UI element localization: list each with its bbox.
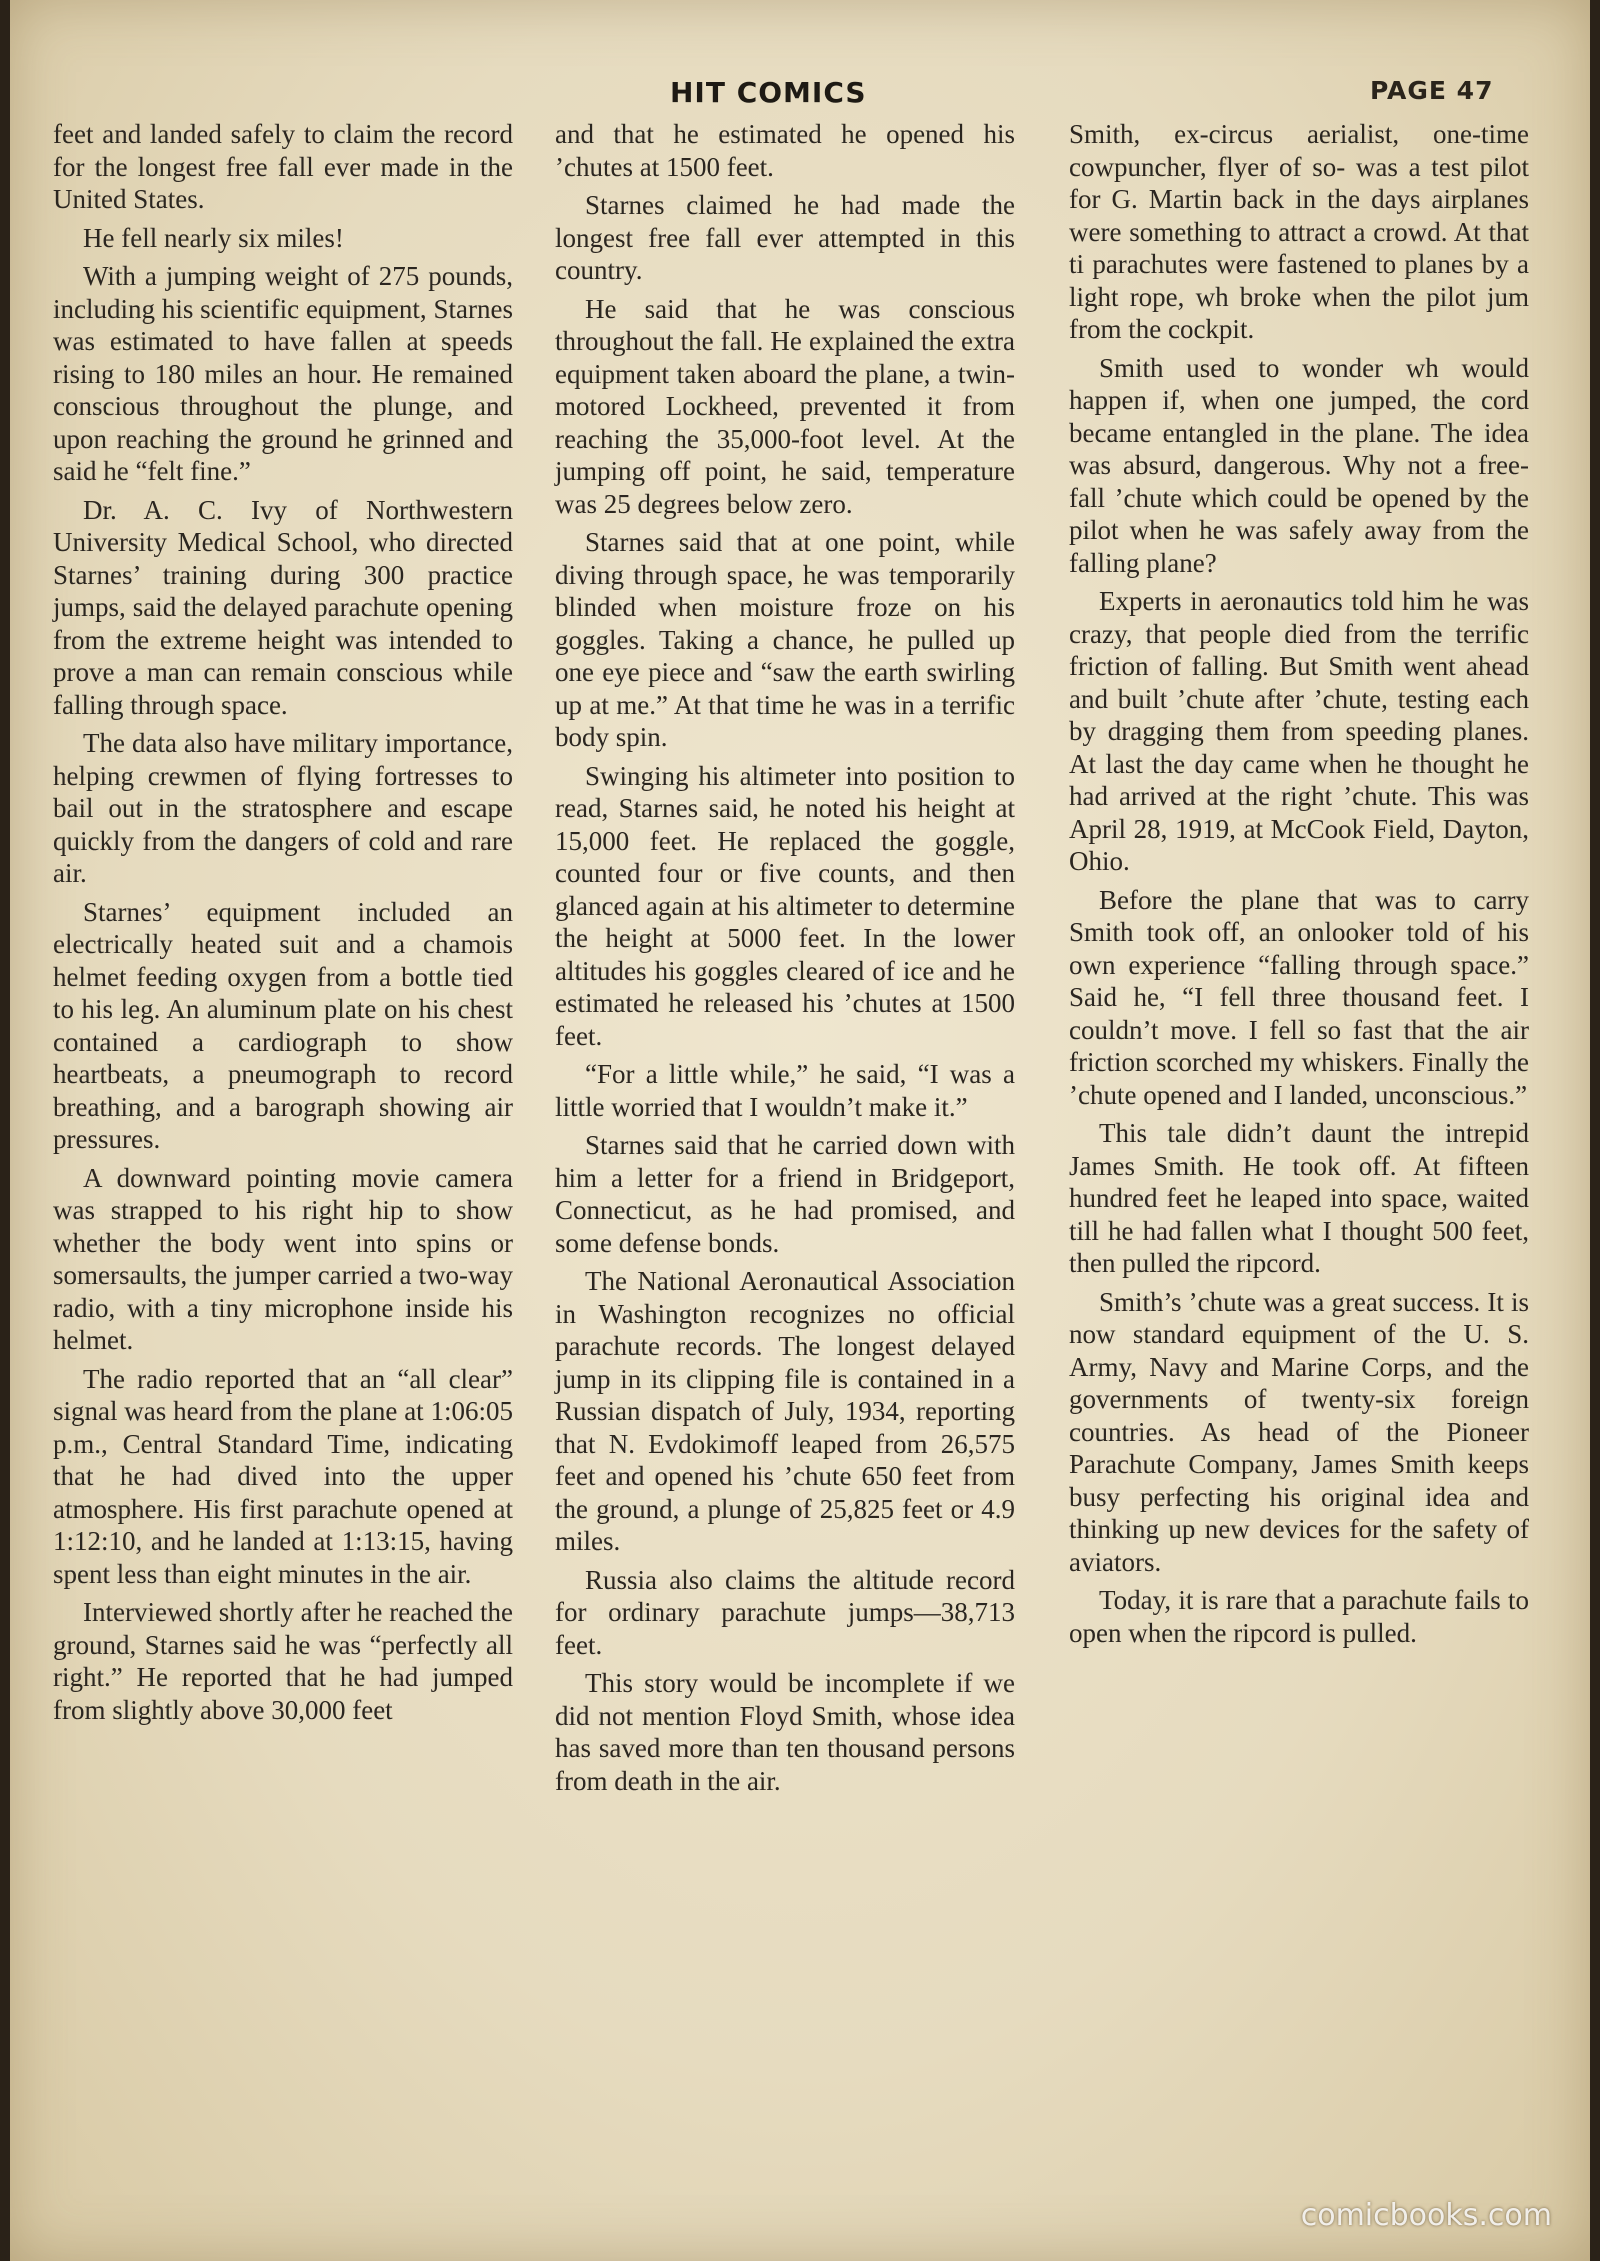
paragraph: Before the plane that was to carry Smith took off, an onlooker told of his own experience “falling through space.” Said he, “I fell three thousand feet. I couldn’t move. I fell so fast that the air friction scorched my whiskers. Finally the ’chute opened and I landed, unconscious.” [1069, 884, 1529, 1110]
watermark: comicbooks.com [1300, 2198, 1552, 2233]
paragraph: The radio reported that an “all clear” signal was heard from the plane at 1:06:05 p.m., Central Standard Time, indicating that he had dived into the upper atmosphere. His first parachute opened at 1:12:10, and he landed at 1:13:15, having spent less than eight minutes in the air. [53, 1363, 513, 1589]
text-column-3 [1069, 118, 1529, 1655]
text-column-2 [555, 118, 1015, 1803]
paragraph: Starnes’ equipment included an electrically heated suit and a chamois helmet feeding oxygen from a bottle tied to his leg. An aluminum plate on his chest contained a cardiograph to show heartbeats, a pneumograph to record breathing, and a barograph showing air pressures. [53, 896, 513, 1154]
paragraph: Starnes claimed he had made the longest free fall ever attempted in this country. [555, 190, 1015, 285]
page-number: PAGE 47 [1370, 76, 1494, 105]
paragraph: He said that he was conscious throughout the fall. He explained the extra equipment taken aboard the plane, a twin-motored Lockheed, prevented it from reaching the 35,000-foot level. At the jumping off point, he said, temperature was 25 degrees below zero. [555, 293, 1015, 519]
paragraph: Starnes said that at one point, while diving through space, he was temporarily blinded when moisture froze on his goggles. Taking a chance, he pulled up one eye piece and “saw the earth swirling up at me.” At that time he was in a terrific body spin. [555, 527, 1015, 752]
paragraph: Swinging his altimeter into position to read, Starnes said, he noted his height at 15,000 feet. He replaced the goggle, counted four or five counts, and then glanced again at his altimeter to determine the height at 5000 feet. In the lower altitudes his goggles cleared of ice and he estimated he released his ’chutes at 1500 feet. [555, 760, 1015, 1051]
paragraph: and that he estimated he opened his ’chutes at 1500 feet. [555, 119, 1015, 182]
article-columns [43, 118, 1533, 2138]
paragraph: He fell nearly six miles! [83, 222, 344, 253]
paragraph: feet and landed safely to claim the record for the longest free fall ever made in the United States. [53, 119, 513, 214]
paragraph: The data also have military importance, helping crewmen of flying fortresses to bail out in the stratosphere and escape quickly from the dangers of cold and rare air. [53, 728, 513, 888]
paragraph: Today, it is rare that a parachute fails to open when the ripcord is pulled. [1069, 1585, 1529, 1648]
paragraph: The National Aeronautical Association in Washington recognizes no official parachute records. The longest delayed jump in its clipping file is contained in a Russian dispatch of July, 1934, reporting that N. Evdokimoff leaped from 26,575 feet and opened his ’chute 650 feet from the ground, a plunge of 25,825 feet or 4.9 miles. [555, 1266, 1015, 1556]
page-header [10, 70, 1590, 114]
paragraph: With a jumping weight of 275 pounds, including his scientific equipment, Starnes was estimated to have fallen at speeds rising to 180 miles an hour. He remained conscious throughout the plunge, and upon reaching the ground he grinned and said he “felt fine.” [53, 261, 513, 486]
paragraph: Smith’s ’chute was a great success. It is now standard equipment of the U. S. Army, Navy and Marine Corps, and the governments of twenty-six foreign countries. As head of the Pioneer Parachute Company, James Smith keeps busy perfecting his original idea and thinking up new devices for the safety of aviators. [1069, 1286, 1529, 1577]
paragraph: Starnes said that he carried down with him a letter for a friend in Bridgeport, Connecticut, as he had promised, and some defense bonds. [555, 1130, 1015, 1258]
paragraph: Smith used to wonder wh would happen if, when one jumped, the cord became entangled in the plane. The idea was absurd, dangerous. Why not a free-fall ’chute which could be opened by the pilot when he was safely away from the falling plane? [1069, 352, 1529, 578]
paragraph: Dr. A. C. Ivy of Northwestern University Medical School, who directed Starnes’ training during 300 practice jumps, said the delayed parachute opening from the extreme height was intended to prove a man can remain conscious while falling through space. [53, 494, 513, 720]
paragraph: Smith, ex-circus aerialist, one-time cowpuncher, flyer of so- was a test pilot for G. Martin back in the days airplanes were something to attract a crowd. At that ti parachutes were fastened to planes by a light rope, wh broke when the pilot jum from the cockpit. [1069, 119, 1529, 344]
paragraph: Interviewed shortly after he reached the ground, Starnes said he was “perfectly all right.” He reported that he had jumped from slightly above 30,000 feet [53, 1597, 513, 1725]
paragraph: Experts in aeronautics told him he was crazy, that people died from the terrific friction of falling. But Smith went ahead and built ’chute after ’chute, testing each by dragging them from speeding planes. At last the day came when he thought he had arrived at the right ’chute. This was April 28, 1919, at McCook Field, Dayton, Ohio. [1069, 586, 1529, 876]
masthead-title: HIT COMICS [670, 76, 867, 109]
paragraph: This tale didn’t daunt the intrepid James Smith. He took off. At fifteen hundred feet he leaped into space, waited till he had fallen what I thought 500 feet, then pulled the ripcord. [1069, 1118, 1529, 1278]
comic-page [10, 0, 1590, 2261]
paragraph: Russia also claims the altitude record for ordinary parachute jumps—38,713 feet. [555, 1564, 1015, 1660]
paragraph: This story would be incomplete if we did not mention Floyd Smith, whose idea has saved more than ten thousand persons from death in the air. [555, 1668, 1015, 1796]
text-column-1 [53, 118, 513, 1732]
paragraph: A downward pointing movie camera was strapped to his right hip to show whether the body went into spins or somersaults, the jumper carried a two-way radio, with a tiny microphone inside his helmet. [53, 1162, 513, 1355]
paragraph: “For a little while,” he said, “I was a little worried that I wouldn’t make it.” [555, 1059, 1015, 1122]
